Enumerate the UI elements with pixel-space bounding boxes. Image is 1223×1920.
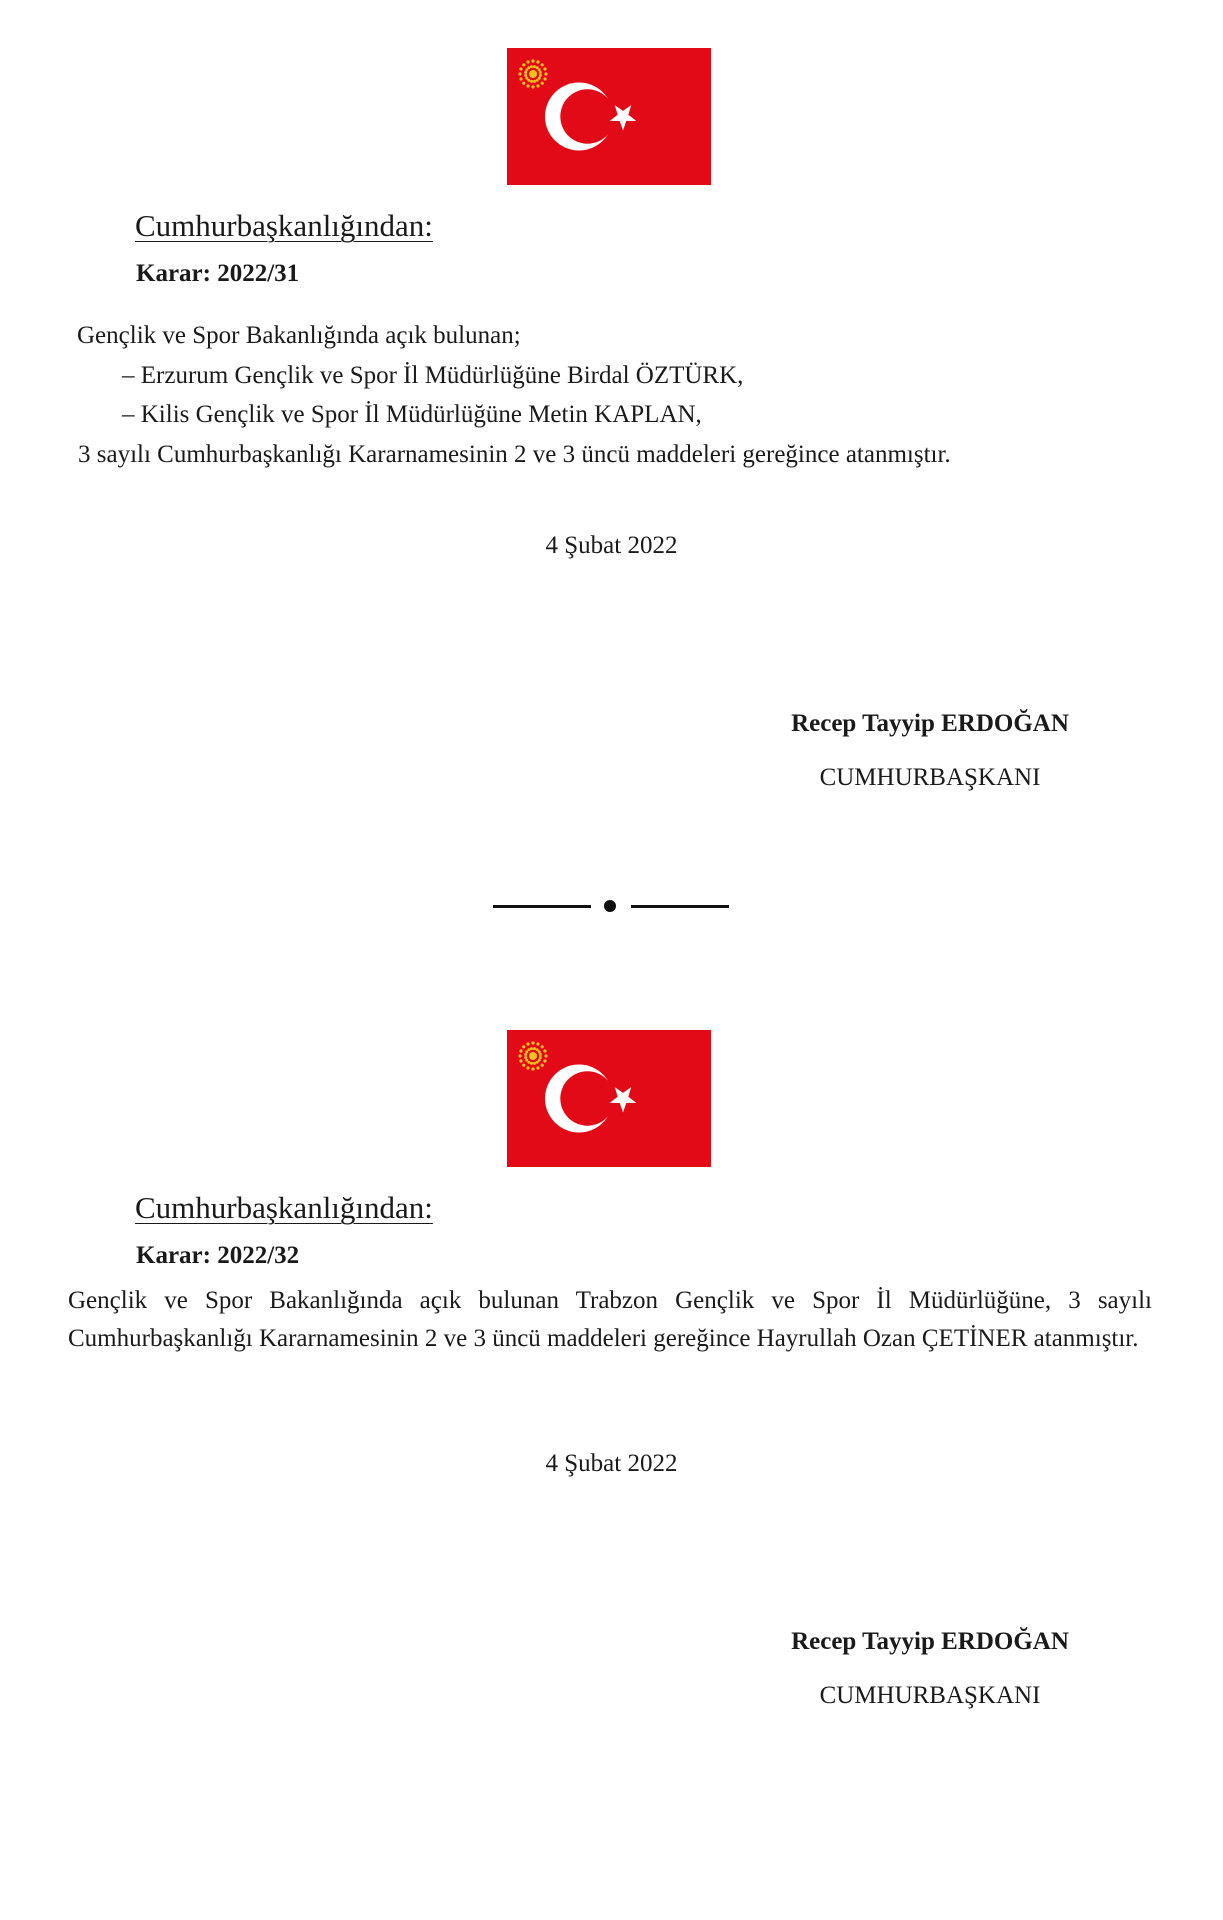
decision-number: Karar: 2022/31 <box>136 260 300 287</box>
section-separator <box>493 896 729 916</box>
decision-date: 4 Şubat 2022 <box>545 532 678 559</box>
appointment-item: – Erzurum Gençlik ve Spor İl Müdürlüğüne Birdal ÖZTÜRK, <box>122 362 744 389</box>
signatory-name: Recep Tayyip ERDOĞAN <box>791 710 1069 737</box>
signatory-title: CUMHURBAŞKANI <box>819 1682 1041 1709</box>
issuing-authority: Cumhurbaşkanlığından: <box>135 208 433 243</box>
issuing-authority: Cumhurbaşkanlığından: <box>135 1190 433 1225</box>
turkish-flag-icon <box>507 1030 711 1167</box>
separator-dot-icon <box>604 900 616 912</box>
separator-line <box>631 905 729 908</box>
signatory-title: CUMHURBAŞKANI <box>819 764 1041 791</box>
decision-paragraph: Gençlik ve Spor Bakanlığında açık bulunan Trabzon Gençlik ve Spor İl Müdürlüğüne, 3 sayılı Cumhurbaşkanlığı Kararnamesinin 2 ve 3 üncü maddeleri gereğince Hayrullah Ozan ÇETİNER atanmıştır. <box>68 1287 1152 1352</box>
decision-date: 4 Şubat 2022 <box>545 1450 678 1477</box>
decision-number: Karar: 2022/32 <box>136 1242 300 1269</box>
decision-closing: 3 sayılı Cumhurbaşkanlığı Kararnamesinin 2 ve 3 üncü maddeleri gereğince atanmıştır. <box>78 441 951 468</box>
appointment-item: – Kilis Gençlik ve Spor İl Müdürlüğüne Metin KAPLAN, <box>122 401 702 428</box>
signatory-name: Recep Tayyip ERDOĞAN <box>791 1628 1069 1655</box>
decision-intro: Gençlik ve Spor Bakanlığında açık bulunan; <box>77 322 521 349</box>
turkish-flag-icon <box>507 48 711 185</box>
separator-line <box>493 905 591 908</box>
